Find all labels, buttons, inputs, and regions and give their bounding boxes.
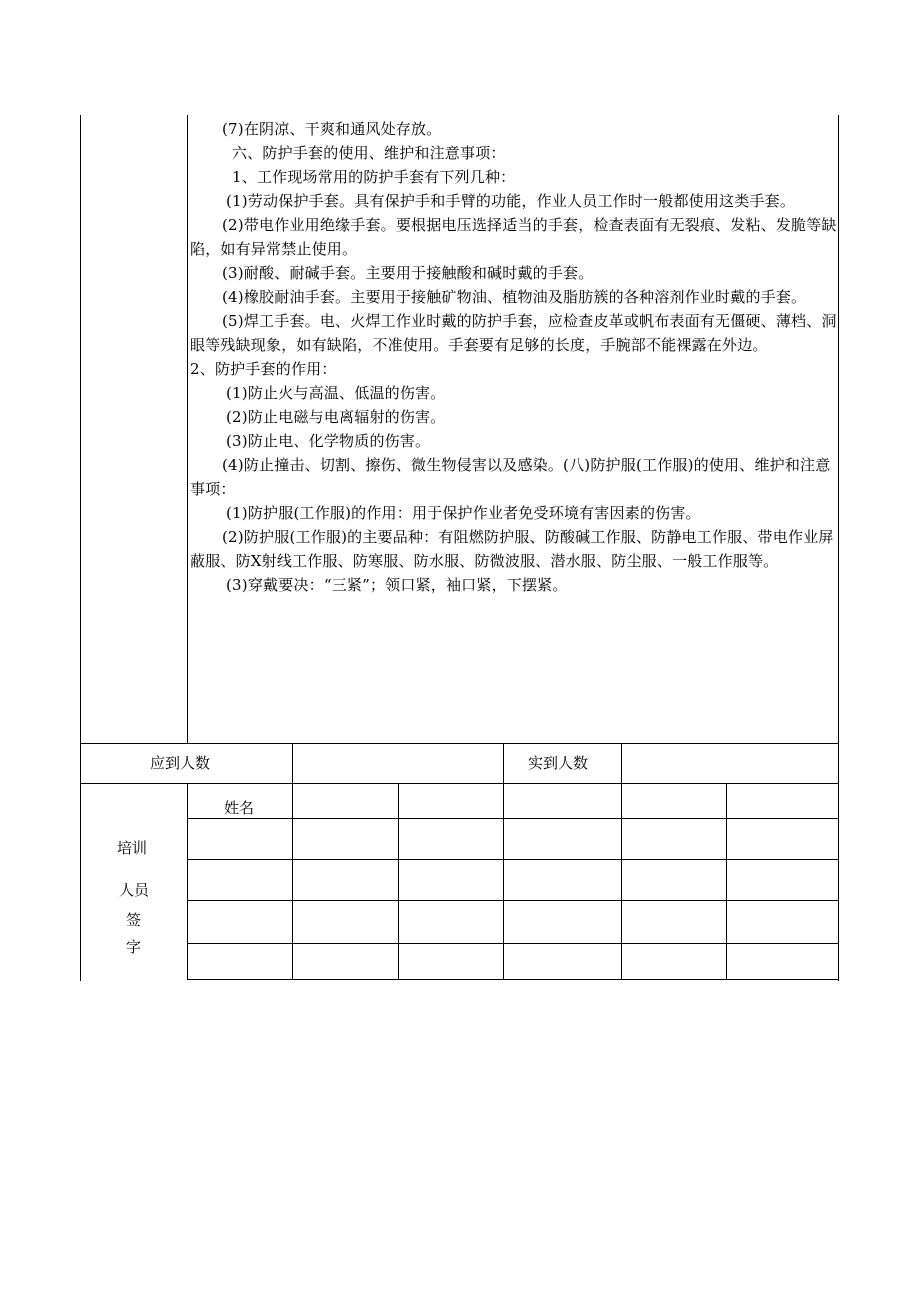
content-line: (2)防护服(工作服)的主要品种：有阻燃防护服、防酸碱工作服、防静电工作服、带电作业屏蔽服、防X射线工作服、防寒服、防水服、防微波服、潜水服、防尘服、一般工作服等。 [190, 528, 834, 570]
inner-left-border [187, 115, 188, 743]
signature-grid-col [398, 783, 399, 980]
attendance-divider [292, 743, 293, 784]
signature-grid-bottom [187, 979, 839, 980]
training-content [190, 117, 840, 597]
trainee-signature-label: 签 [126, 911, 142, 929]
trainee-signature-label: 字 [126, 938, 142, 956]
content-line: (4)防止撞击、切割、擦伤、微生物侵害以及感染。(八)防护服(工作服)的使用、维护和注意事项： [190, 456, 831, 498]
content-line: (1)防止火与高温、低温的伤害。 [226, 384, 446, 402]
content-line: (1)防护服(工作服)的作用：用于保护作业者免受环境有害因素的伤害。 [226, 504, 701, 522]
content-line: (2)带电作业用绝缘手套。要根据电压选择适当的手套，检查表面有无裂痕、发粘、发脆等缺陷，如有异常禁止使用。 [190, 216, 837, 258]
actual-count-label: 实到人数 [528, 754, 589, 772]
signature-grid-col [621, 783, 622, 980]
attendance-divider [621, 743, 622, 784]
content-line: (1)劳动保护手套。具有保护手和手臂的功能，作业人员工作时一般都使用这类手套。 [226, 192, 796, 210]
content-line: (3)穿戴要决：“三紧”；领口紧，袖口紧，下摆紧。 [226, 576, 568, 594]
left-border [80, 115, 81, 981]
signature-row-line [187, 900, 839, 901]
signature-grid-col [503, 783, 504, 980]
content-line: (7)在阴凉、干爽和通风处存放。 [222, 120, 442, 138]
signature-grid-left [187, 783, 188, 980]
content-line: (5)焊工手套。电、火焊工作业时戴的防护手套，应检查皮革或帆布表面有无僵硬、薄档、洞眼等残缺现象，如有缺陷，不准使用。手套要有足够的长度，手腕部不能裸露在外边。 [190, 312, 837, 354]
signature-grid-col [726, 783, 727, 980]
name-column-header: 姓名 [224, 799, 255, 817]
content-line: (4)橡胶耐油手套。主要用于接触矿物油、植物油及脂肪簇的各种溶剂作业时戴的手套。 [222, 288, 807, 306]
signature-row-line [187, 859, 839, 860]
subsection-heading: 1、工作现场常用的防护手套有下列几种： [232, 168, 516, 186]
expected-count-label: 应到人数 [150, 754, 211, 772]
subsection-heading: 2、防护手套的作用： [190, 360, 337, 378]
content-line: (3)耐酸、耐碱手套。主要用于接触酸和碱时戴的手套。 [222, 264, 594, 282]
attendance-divider [503, 743, 504, 784]
attendance-top-border [80, 743, 839, 744]
signature-row-line [187, 818, 839, 819]
content-line: (2)防止电磁与电离辐射的伤害。 [226, 408, 446, 426]
trainee-signature-label: 培训 [117, 839, 148, 857]
content-line: (3)防止电、化学物质的伤害。 [226, 432, 431, 450]
signature-grid-col [292, 783, 293, 980]
section-heading: 六、防护手套的使用、维护和注意事项： [232, 144, 506, 162]
trainee-signature-label: 人员 [119, 881, 150, 899]
signature-row-line [187, 943, 839, 944]
